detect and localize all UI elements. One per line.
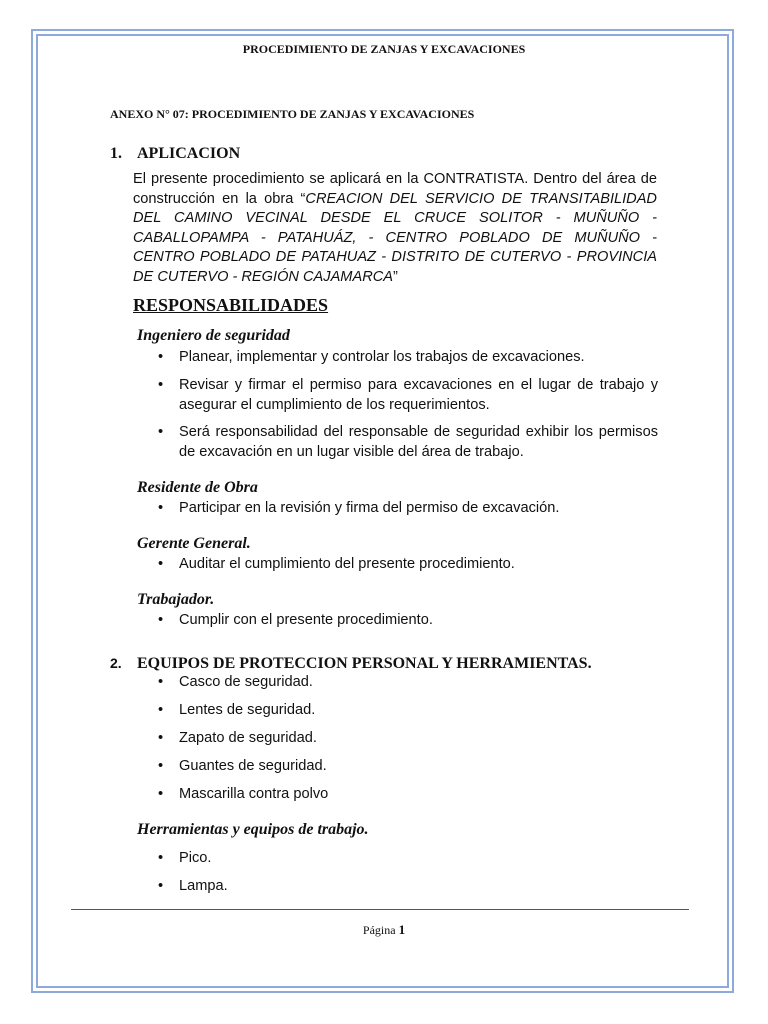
page-header-title: PROCEDIMIENTO DE ZANJAS Y EXCAVACIONES [242,42,526,56]
list-item: • Será responsabilidad del responsable de seguridad exhibir los permisos de excavación en un lugar visible del área de trabajo. [158,424,658,460]
bullet-icon: • [158,850,164,866]
section-1-title: APLICACION [137,145,241,162]
footer-divider [71,909,689,910]
bullet-icon: • [158,702,164,718]
bullet-icon: • [158,878,164,894]
list-item: • Zapato de seguridad. [158,730,317,746]
role-gerente: Gerente General. [137,535,251,552]
list-item: • Casco de seguridad. [158,674,313,690]
project-name: MUÑUÑO - CABALLOPAMPA - PATAHUÁZ, - CENTRO POBLADO DE MUÑUÑO [133,210,657,246]
list-item: • Lampa. [158,878,228,894]
bullet-icon: • [158,424,164,440]
section-2-number: 2. [110,655,122,671]
page-number: 1 [398,922,406,937]
section-1-heading [110,145,240,163]
role-ingeniero: Ingeniero de seguridad [137,327,290,344]
list-item: • Guantes de seguridad. [158,758,327,774]
tools-heading: Herramientas y equipos de trabajo. [137,821,369,838]
bullet-icon: • [158,612,164,628]
bullet-icon: • [158,377,164,393]
bullet-icon: • [158,786,164,802]
list-item: • Cumplir con el presente procedimiento. [158,612,433,628]
list-item: • Lentes de seguridad. [158,702,316,718]
list-item: • Pico. [158,850,212,866]
section-1-number: 1. [110,145,122,162]
project-name: - CENTRO POBLADO DE PATAHUAZ - DISTRITO DE CUTERVO - PROVINCIA [133,229,657,265]
para-text: área de construcción en la obra “ [133,171,657,207]
project-name: TRANSITABILIDAD DEL CAMINO VECINAL DESDE EL CRUCE SOLITOR - [133,190,657,226]
list-item: • Auditar el cumplimiento del presente procedimiento. [158,556,515,572]
bullet-icon: • [158,758,164,774]
responsabilidades-heading: RESPONSABILIDADES [133,295,329,315]
list-item: • Planear, implementar y controlar los trabajos de excavaciones. [158,349,585,365]
project-name: DE CUTERVO - REGIÓN CAJAMARCA [133,268,394,285]
list-item: • Revisar y firmar el permiso para excavaciones en el lugar de trabajo y asegurar el cumplimiento de los requerimientos. [158,377,658,413]
role-trabajador: Trabajador. [137,591,215,608]
bullet-icon: • [158,674,164,690]
bullet-icon: • [158,349,164,365]
annex-title: ANEXO N° 07: PROCEDIMIENTO DE ZANJAS Y EXCAVACIONES [110,107,475,121]
list-item: • Participar en la revisión y firma del permiso de excavación. [158,500,560,516]
role-residente: Residente de Obra [137,479,258,496]
page-footer [0,922,768,938]
section-1-paragraph [133,170,657,287]
bullet-icon: • [158,500,164,516]
bullet-icon: • [158,730,164,746]
section-2-title: EQUIPOS DE PROTECCION PERSONAL Y HERRAMIENTAS. [137,655,592,672]
para-text: El presente procedimiento se aplicará en la CONTRATISTA. Dentro del [133,171,602,187]
bullet-icon: • [158,556,164,572]
page-label: Página [362,923,396,937]
section-2-heading [110,655,592,673]
para-text: ” [393,268,398,285]
list-item: • Mascarilla contra polvo [158,786,329,802]
project-name: CREACION DEL SERVICIO DE [305,190,522,207]
